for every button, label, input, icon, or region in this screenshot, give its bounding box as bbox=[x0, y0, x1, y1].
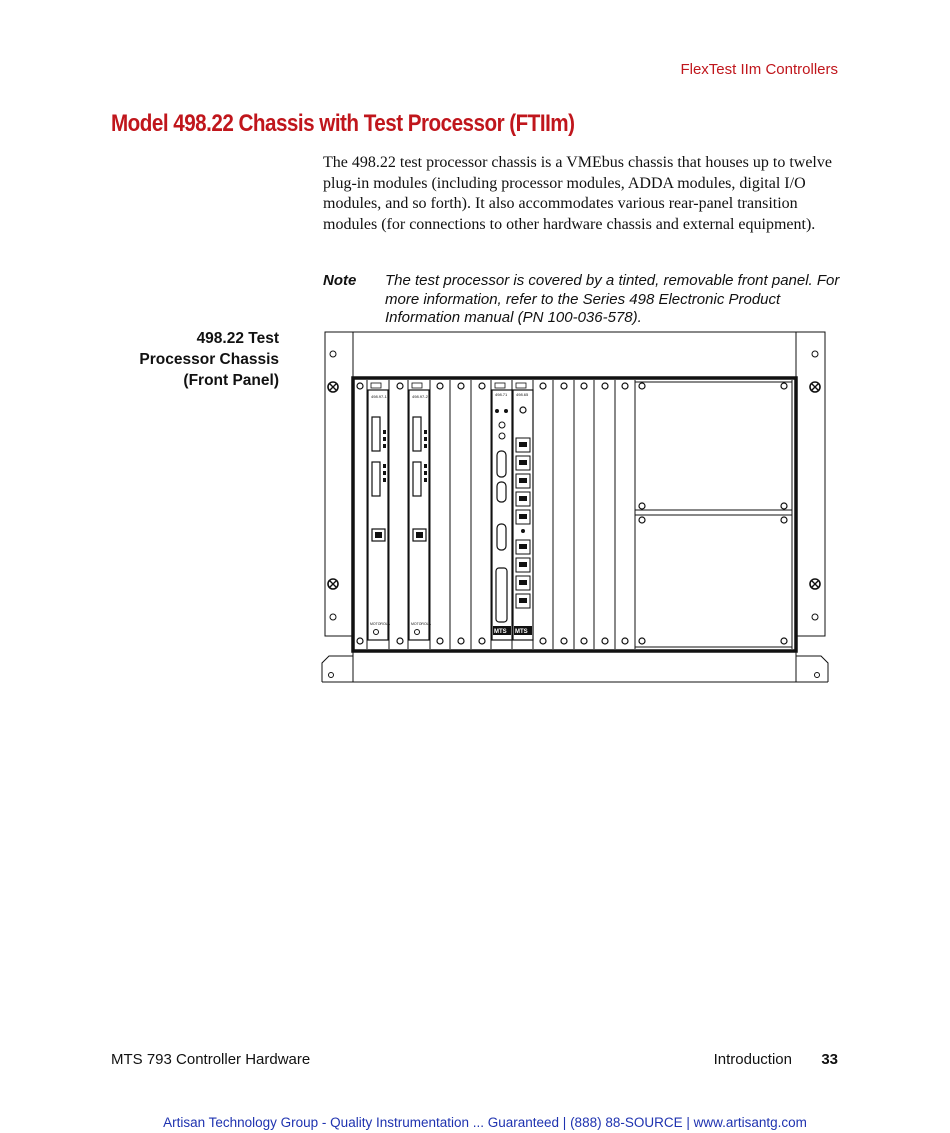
caption-line-1: 498.22 Test bbox=[196, 330, 279, 347]
adda-module bbox=[492, 383, 512, 640]
body-paragraph: The 498.22 test processor chassis is a VMEbus chassis that houses up to twelve plug-in modules (including processor modules, ADDA modules, digital I/O modules, and so forth). It also accommodates various rear-panel transition modules (for connections to other hardware chassis and external equipment). bbox=[323, 154, 832, 233]
note-label: Note bbox=[323, 272, 357, 289]
artisan-banner-text[interactable]: Artisan Technology Group - Quality Instrumentation ... Guaranteed | (888) 88-SOURCE | www.artisantg.com bbox=[163, 1115, 807, 1130]
dio-module bbox=[513, 383, 533, 640]
dio-brand: MTS bbox=[515, 629, 528, 635]
proc2-vendor: MOTOROLA bbox=[411, 622, 431, 626]
footer-manual-title: MTS 793 Controller Hardware bbox=[111, 1051, 311, 1068]
caption-line-2: Processor Chassis bbox=[139, 351, 279, 368]
proc2-label: 498.97-2 bbox=[412, 394, 428, 399]
chassis-figure bbox=[320, 330, 830, 684]
dio-label: 498.65 bbox=[516, 392, 529, 397]
left-mounting-ear bbox=[325, 332, 353, 636]
processor-module-1 bbox=[368, 383, 391, 640]
proc1-vendor: MOTOROLA bbox=[370, 622, 390, 626]
chassis-top-rail bbox=[353, 332, 796, 378]
chassis-drawing bbox=[320, 330, 830, 684]
chassis-bottom-rail bbox=[353, 651, 796, 682]
adda-brand: MTS bbox=[494, 629, 507, 635]
section-title: Model 498.22 Chassis with Test Processor (FTIIm) bbox=[111, 110, 575, 137]
footer-chapter: Introduction bbox=[713, 1051, 792, 1068]
adda-label: 498.71 bbox=[495, 392, 508, 397]
proc1-label: 498.97-1 bbox=[371, 394, 387, 399]
note-text: The test processor is covered by a tinted, removable front panel. For more information, refer to the Series 498 Electronic Product Information manual (PN 100-036-578). bbox=[385, 272, 840, 326]
artisan-banner[interactable] bbox=[0, 1115, 950, 1130]
running-header: FlexTest IIm Controllers bbox=[680, 61, 838, 78]
blank-panel-upper bbox=[635, 382, 792, 510]
processor-module-2 bbox=[409, 383, 432, 640]
figure-caption bbox=[139, 328, 279, 391]
blank-panel-lower bbox=[635, 515, 792, 647]
caption-line-3: (Front Panel) bbox=[183, 372, 279, 389]
page-number: 33 bbox=[821, 1051, 838, 1068]
right-mounting-ear bbox=[796, 332, 825, 636]
